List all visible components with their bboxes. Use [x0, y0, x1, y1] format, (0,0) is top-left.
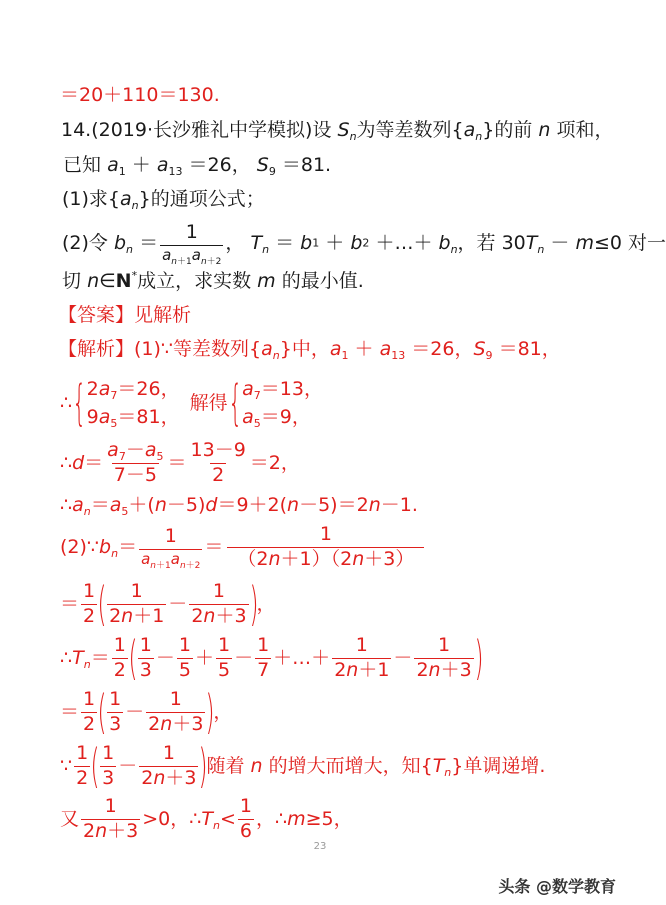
problem-statement-line-1: 14.(2019·长沙雅礼中学模拟)设 $S_n$为等差数列$\{a_n\}$的前 n 项和，	[61, 119, 614, 143]
solution-tn-simplified: ＝ $\frac{1}{2}$ ( $\frac{1}{3}$ － $\frac{1}{2n+3}$ )，	[60, 685, 233, 740]
solution-monotonic: ∵ $\frac{1}{2}$ ( $\frac{1}{3}$ － $\frac{1}{2n+3}$ )随着 n 的增大而增大，知$\{T_n\}$单调递增.	[60, 739, 546, 794]
problem-statement-line-2: 已知 $a_1 + a_{13} =26$， $S_9 =81$.	[63, 154, 332, 178]
previous-result-line: ＝20＋110＝130.	[60, 84, 220, 106]
problem-part-2-continued: 切 n∈N*成立，求实数 m 的最小值.	[62, 269, 364, 292]
solution-general-term: $\therefore a_n=a_5+(n-5)d=9+2(n-5)=2n-1$.	[60, 494, 418, 518]
solution-bn-expression: $(2)\because b_n=$ $\frac{1}{a_{n+1}a_{n+2}}$ ＝ $\frac{1}{(2n+1)(2n+3)}$	[60, 525, 426, 570]
problem-part-2: (2)令 $b_n$ ＝ $\frac{1}{a_{n+1}a_{n+2}}$ ， $T_n = b1 + b2$ ＋…＋ $b_n$，若 $30T_n - m\le 0$ 对一	[62, 221, 666, 267]
watermark: 头条 @数学教育	[498, 877, 616, 896]
solution-conclusion: 又 $\frac{1}{2n+3}$ >0，$\therefore T_n<$ $\frac{1}{6}$ ，∴m≥5，	[60, 795, 353, 842]
solution-common-difference: ∴d＝ $\frac{a_7-a_5}{7-5}$ ＝ $\frac{13-9}{2}$ ＝2，	[60, 439, 300, 486]
problem-part-1: (1)求$\{a_n\}$的通项公式；	[62, 188, 265, 212]
solution-line-1: 【解析】(1)∵等差数列$\{a_n\}$中，$a_1 + a_{13} =26$，$S_9 =81$，	[58, 338, 561, 362]
solution-tn-sum: $\therefore T_n=$ $\frac{1}{2}$ ( $\frac{1}{3}$ － $\frac{1}{5}$ ＋ $\frac{1}{5}$ － $\frac{1}{7}$ ＋…＋ $\frac{1}{2n+1}$ － $\frac{1}{2n+3}$ )	[60, 631, 484, 686]
solution-partial-fractions: ＝ $\frac{1}{2}$ ( $\frac{1}{2n+1}$ － $\frac{1}{2n+3}$ )，	[60, 577, 276, 632]
answer-label: 【答案】见解析	[58, 304, 192, 326]
solution-system: ∴{ $2a_7=26$， $9a_5=81$， 解得{ $a_7=13$， $a_5=9$，	[60, 375, 323, 432]
page-number: 23	[313, 841, 327, 852]
